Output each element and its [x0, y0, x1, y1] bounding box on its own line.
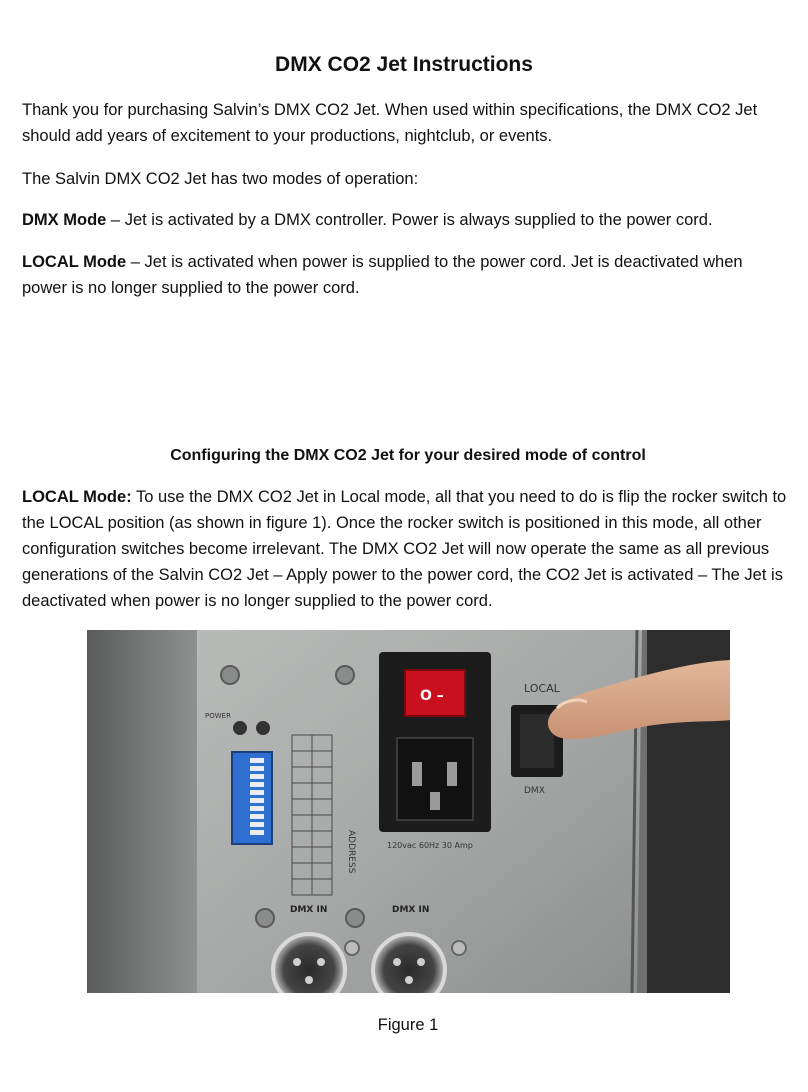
screw-icon: [336, 666, 354, 684]
figure-caption: Figure 1: [377, 1016, 439, 1034]
dmx-mode-paragraph: [22, 207, 792, 233]
dmx-in-right-label: DMX IN: [392, 905, 430, 915]
screw-icon: [346, 909, 364, 927]
dmx-connector-right: [373, 934, 445, 993]
config-local-text: To use the DMX CO2 Jet in Local mode, all that you need to do is flip the rocker switch to the LOCAL position (as shown in figure 1). Once the rocker switch is positioned in this mode, all other configuration switches become irrelevant. The DMX CO2 Jet will now operate the same as all previous generations of the Salvin CO2 Jet – Apply power to the power cord, the CO2 Jet is activated – The Jet is deactivated when power is no longer supplied to the power cord.: [22, 488, 787, 610]
power-led-icon: [233, 721, 247, 735]
config-local-label: LOCAL Mode:: [22, 488, 132, 506]
figure-1-photo: [87, 630, 730, 993]
modes-intro-paragraph: The Salvin DMX CO2 Jet has two modes of operation:: [22, 170, 419, 188]
rating-label: 120vac 60Hz 30 Amp: [387, 841, 473, 850]
address-label: ADDRESS: [346, 830, 356, 874]
page-title: DMX CO2 Jet Instructions: [275, 53, 533, 76]
dmx-label: DMX: [524, 786, 545, 796]
dmx-mode-label: DMX Mode: [22, 211, 107, 229]
intro-paragraph: Thank you for purchasing Salvin’s DMX CO2 Jet. When used within specifications, the DMX CO2 Jet should add years of excitement to your productions, nightclub, or events.: [22, 101, 758, 145]
config-heading: Configuring the DMX CO2 Jet for your desired mode of control: [170, 447, 646, 464]
screw-icon: [221, 666, 239, 684]
screw-icon: [256, 909, 274, 927]
config-local-paragraph: [22, 484, 794, 614]
dmx-mode-text: – Jet is activated by a DMX controller. Power is always supplied to the power cord.: [106, 211, 713, 229]
local-mode-text: – Jet is activated when power is supplied to the power cord. Jet is deactivated when power is no longer supplied to the power cord.: [22, 253, 743, 297]
local-mode-paragraph: [22, 249, 792, 301]
local-label: LOCAL: [524, 682, 560, 695]
power-label: POWER: [205, 712, 231, 720]
power-switch-glyph: O –: [420, 688, 444, 704]
power-led-icon: [256, 721, 270, 735]
dmx-in-left-label: DMX IN: [290, 905, 328, 915]
local-mode-label: LOCAL Mode: [22, 253, 127, 271]
dmx-connector-left: [273, 934, 345, 993]
